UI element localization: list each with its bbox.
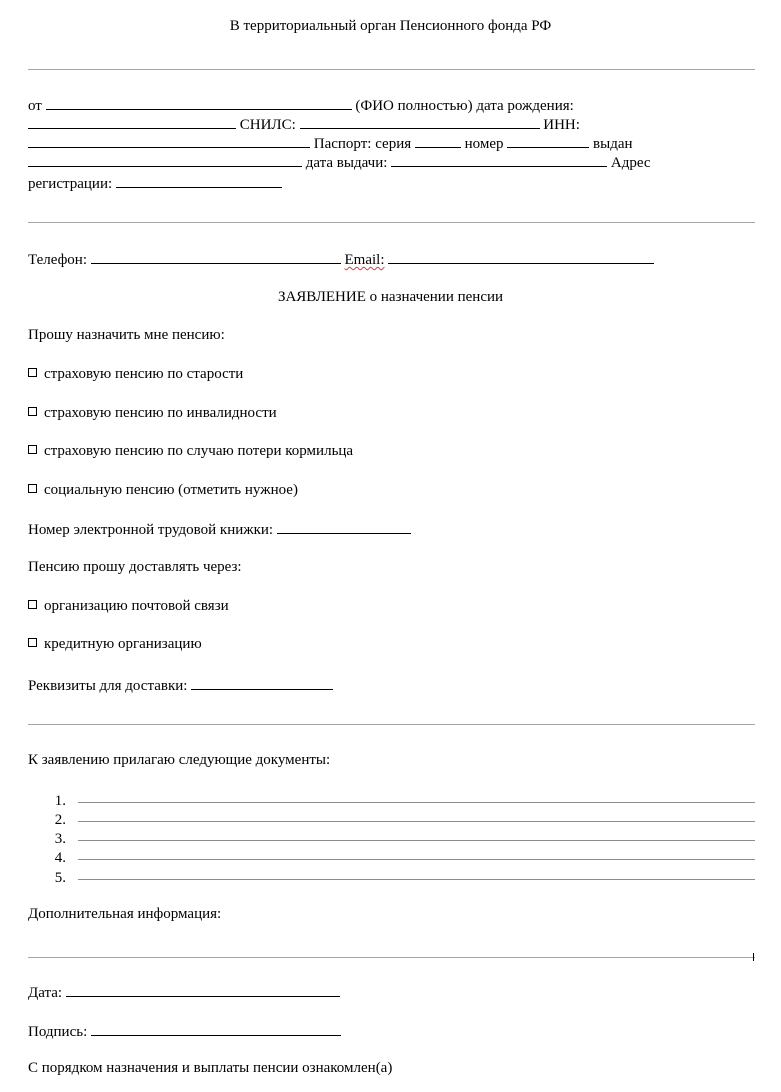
divider bbox=[28, 724, 755, 725]
inn-label: ИНН: bbox=[543, 117, 580, 133]
checkbox[interactable] bbox=[28, 445, 37, 454]
birth-date-field[interactable] bbox=[28, 114, 236, 129]
work-book-label: Номер электронной трудовой книжки: bbox=[28, 522, 274, 538]
inn-field[interactable] bbox=[28, 133, 310, 148]
divider bbox=[28, 69, 755, 70]
applicant-line-1 bbox=[28, 95, 574, 116]
delivery-request: Пенсию прошу доставлять через: bbox=[28, 559, 242, 575]
option-social[interactable]: социальную пенсию (отметить нужное) bbox=[28, 481, 298, 500]
recipient-header: В территориальный орган Пенсионного фонда РФ bbox=[229, 18, 552, 34]
document-title: ЗАЯВЛЕНИЕ о назначении пенсии bbox=[277, 289, 504, 305]
birth-date-label: дата рождения: bbox=[476, 98, 574, 114]
delivery-details-label: Реквизиты для доставки: bbox=[28, 678, 188, 694]
checkbox[interactable] bbox=[28, 407, 37, 416]
contacts-line bbox=[28, 249, 654, 270]
email-field[interactable] bbox=[388, 249, 654, 264]
issued-by-field[interactable] bbox=[28, 152, 302, 167]
signature-line bbox=[28, 1021, 341, 1042]
option-old-age[interactable]: страховую пенсию по старости bbox=[28, 365, 243, 384]
applicant-line-2 bbox=[28, 114, 580, 135]
attachment-line[interactable] bbox=[78, 802, 755, 803]
pension-request: Прошу назначить мне пенсию: bbox=[28, 327, 225, 343]
applicant-line-5 bbox=[28, 173, 282, 194]
acknowledgement: С порядком назначения и выплаты пенсии ознакомлен(а) bbox=[28, 1060, 393, 1076]
snils-label: СНИЛС: bbox=[239, 117, 296, 133]
applicant-line-4 bbox=[28, 152, 651, 173]
attachment-number: 4. bbox=[54, 850, 66, 866]
date-field[interactable] bbox=[66, 982, 340, 997]
delivery-details-line bbox=[28, 675, 333, 696]
attachment-number: 3. bbox=[54, 831, 66, 847]
passport-number-label: номер bbox=[464, 136, 504, 152]
date-line bbox=[28, 982, 340, 1003]
attachment-number: 1. bbox=[54, 793, 66, 809]
issue-date-field[interactable] bbox=[391, 152, 607, 167]
attachment-line[interactable] bbox=[78, 859, 755, 860]
address-field[interactable] bbox=[116, 173, 282, 188]
phone-label: Телефон: bbox=[28, 252, 87, 268]
snils-field[interactable] bbox=[300, 114, 540, 129]
line-end-mark bbox=[753, 953, 754, 961]
signature-label: Подпись: bbox=[28, 1024, 88, 1040]
attachments-intro: К заявлению прилагаю следующие документы: bbox=[28, 752, 331, 768]
issued-by-label: выдан bbox=[593, 136, 633, 152]
attachment-number: 5. bbox=[54, 870, 66, 886]
applicant-line-3 bbox=[28, 133, 633, 154]
passport-number-field[interactable] bbox=[507, 133, 589, 148]
work-book-field[interactable] bbox=[277, 519, 411, 534]
attachment-line[interactable] bbox=[78, 879, 755, 880]
checkbox[interactable] bbox=[28, 638, 37, 647]
passport-series-field[interactable] bbox=[415, 133, 461, 148]
option-credit-org[interactable]: кредитную организацию bbox=[28, 635, 202, 654]
option-disability[interactable]: страховую пенсию по инвалидности bbox=[28, 404, 277, 423]
email-label: Email: bbox=[344, 252, 385, 268]
signature-field[interactable] bbox=[91, 1021, 341, 1036]
issue-date-label: дата выдачи: bbox=[305, 155, 388, 171]
option-survivor[interactable]: страховую пенсию по случаю потери кормильца bbox=[28, 442, 353, 461]
address-label: Адрес bbox=[610, 155, 651, 171]
fio-hint: (ФИО полностью) bbox=[355, 98, 473, 114]
attachment-line[interactable] bbox=[78, 840, 755, 841]
fio-field[interactable] bbox=[46, 95, 352, 110]
additional-info-line[interactable] bbox=[28, 957, 755, 958]
date-label: Дата: bbox=[28, 985, 63, 1001]
phone-field[interactable] bbox=[91, 249, 341, 264]
from-label: от bbox=[28, 98, 42, 114]
divider bbox=[28, 222, 755, 223]
delivery-details-field[interactable] bbox=[191, 675, 333, 690]
attachment-number: 2. bbox=[54, 812, 66, 828]
passport-series-label: Паспорт: серия bbox=[313, 136, 412, 152]
additional-info-label: Дополнительная информация: bbox=[28, 906, 222, 922]
registration-label: регистрации: bbox=[28, 176, 113, 192]
option-post[interactable]: организацию почтовой связи bbox=[28, 597, 229, 616]
checkbox[interactable] bbox=[28, 600, 37, 609]
checkbox[interactable] bbox=[28, 368, 37, 377]
work-book-line bbox=[28, 519, 411, 540]
attachment-line[interactable] bbox=[78, 821, 755, 822]
checkbox[interactable] bbox=[28, 484, 37, 493]
